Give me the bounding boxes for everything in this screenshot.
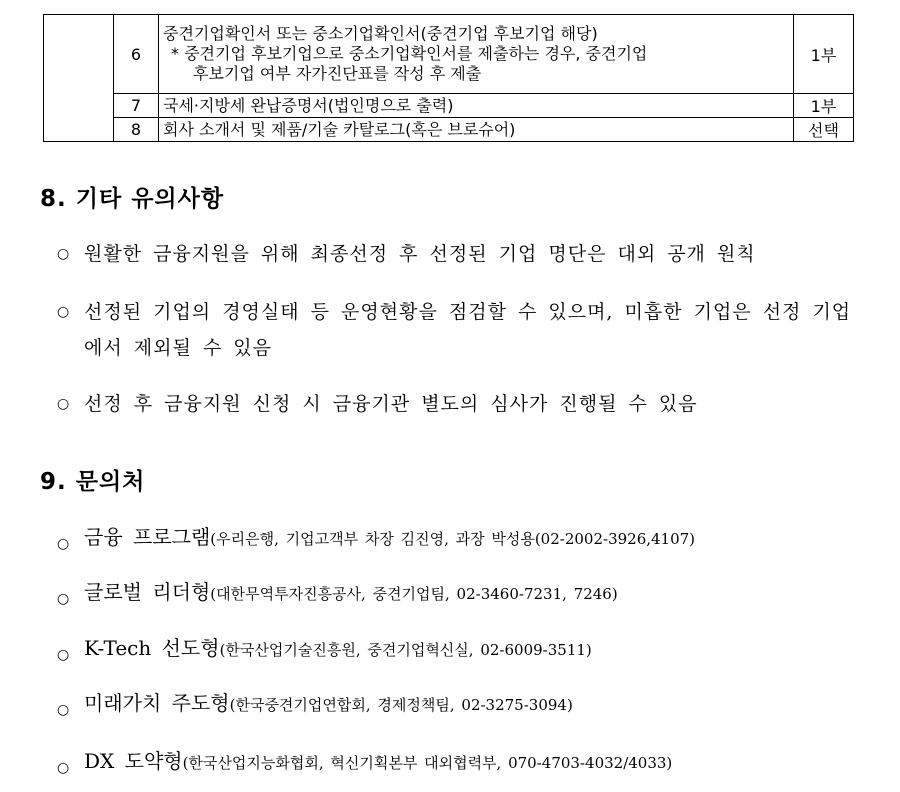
row-description-note-cont: 후보기업 여부 자가진단표를 작성 후 제출 [193, 64, 482, 83]
row-number: 8 [114, 118, 159, 142]
bullet-circle-icon: ○ [57, 304, 71, 320]
row-description-note: * 중견기업 후보기업으로 중소기업확인서를 제출하는 경우, 중견기업 [171, 44, 648, 63]
row-quantity: 1부 [794, 94, 854, 118]
table-row [44, 118, 854, 142]
contact-name: DX 도약형 [84, 749, 183, 773]
row-description: 회사 소개서 및 제품/기술 카탈로그(혹은 브로슈어) [159, 118, 794, 142]
notice-item [57, 236, 857, 272]
table-row [44, 94, 854, 118]
contact-name: 글로벌 리더형 [84, 580, 211, 604]
contact-detail: (우리은행, 기업고객부 차장 김진영, 과장 박성용(02-2002-3926,4107) [210, 530, 696, 548]
row-quantity: 1부 [794, 15, 854, 94]
row-description-main: 중견기업확인서 또는 중소기업확인서(중견기업 후보기업 해당) [163, 24, 598, 43]
row-quantity: 선택 [794, 118, 854, 142]
notice-item [57, 386, 857, 422]
bullet-circle-icon: ○ [57, 536, 70, 552]
section-9-title: 9. 문의처 [40, 469, 146, 495]
contact-detail: (한국중견기업연합회, 경제정책팀, 02-3275-3094) [229, 696, 573, 714]
contact-detail: (한국산업지능화협회, 혁신기획본부 대외협력부, 070-4703-4032/4033) [182, 754, 673, 772]
contact-detail: (대한무역투자진흥공사, 중견기업팀, 02-3460-7231, 7246) [210, 585, 618, 603]
notice-text: 원활한 금융지원을 위해 최종선정 후 선정된 기업 명단은 대외 공개 원칙 [84, 243, 756, 265]
bullet-circle-icon: ○ [57, 246, 71, 262]
notice-item [57, 294, 857, 366]
contact-item [57, 522, 857, 554]
bullet-circle-icon: ○ [57, 760, 70, 776]
row-description [159, 15, 794, 94]
contact-item [57, 577, 857, 609]
bullet-circle-icon: ○ [57, 396, 71, 412]
notice-text: 선정 후 금융지원 신청 시 금융기관 별도의 심사가 진행될 수 있음 [84, 393, 698, 415]
contact-name: 금융 프로그램 [84, 525, 211, 549]
section-8-title: 8. 기타 유의사항 [40, 186, 225, 212]
bullet-circle-icon: ○ [57, 591, 70, 607]
contact-detail: (한국산업기술진흥원, 중견기업혁신실, 02-6009-3511) [219, 641, 592, 659]
documents-table [43, 14, 854, 142]
bullet-circle-icon: ○ [57, 702, 70, 718]
contact-item [57, 746, 857, 778]
table-row [44, 15, 854, 94]
table-category-cell [44, 15, 114, 142]
row-description: 국세·지방세 완납증명서(법인명으로 출력) [159, 94, 794, 118]
contact-item [57, 633, 857, 665]
contact-name: K-Tech 선도형 [84, 636, 220, 660]
contact-name: 미래가치 주도형 [84, 691, 230, 715]
row-number: 7 [114, 94, 159, 118]
contact-item [57, 688, 857, 720]
bullet-circle-icon: ○ [57, 647, 70, 663]
row-number: 6 [114, 15, 159, 94]
notice-text: 선정된 기업의 경영실태 등 운영현황을 점검할 수 있으며, 미흡한 기업은 선정 기업에서 제외될 수 있음 [84, 301, 852, 359]
